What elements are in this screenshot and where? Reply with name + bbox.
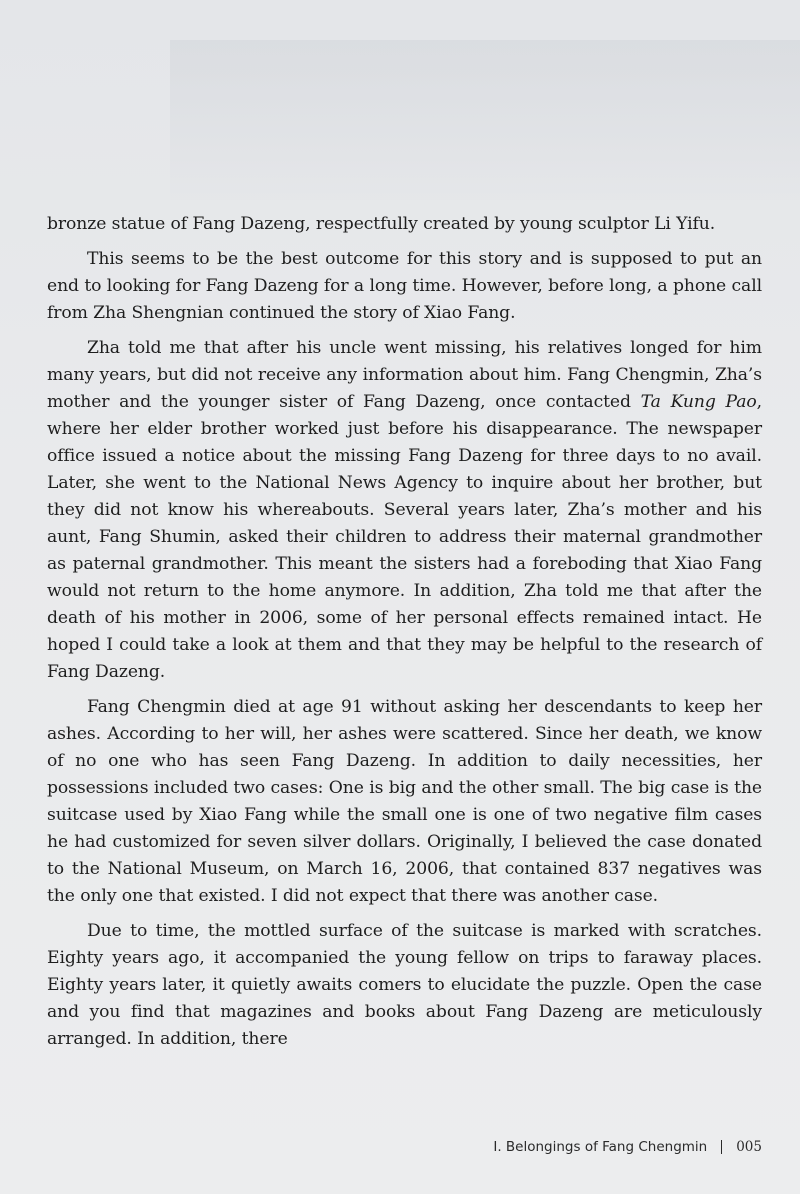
page-number: 005 [736, 1139, 762, 1155]
paragraph-2: This seems to be the best outcome for this story and is supposed to put an end to looking for Fang Dazeng for a long time. However, before long, a phone call from Zha Shengnian continued the story of Xiao Fang. [47, 249, 762, 323]
footer-divider [721, 1140, 722, 1154]
page-shadow [170, 40, 800, 200]
paragraph-3 [47, 335, 762, 686]
paragraph-1: bronze statue of Fang Dazeng, respectfully created by young sculptor Li Yifu. [47, 214, 716, 234]
paragraph-3-part-1: Zha told me that after his uncle went missing, his relatives longed for him many years, but did not receive any information about him. Fang Chengmin, Zha’s mother and the younger sister of Fang Dazeng, once contacted [47, 338, 762, 412]
paragraph-3-part-2: , where her elder brother worked just before his disappearance. The newspaper office issued a notice about the missing Fang Dazeng for three days to no avail. Later, she went to the National News Agency to inquire about her brother, but they did not know his whereabouts. Several years later, Zha’s mother and his aunt, Fang Shumin, asked their children to address their maternal grandmother as paternal grandmother. This meant the sisters had a foreboding that Xiao Fang would not return to the home anymore. In addition, Zha told me that after the death of his mother in 2006, some of her personal effects remained intact. He hoped I could take a look at them and that they may be helpful to the research of Fang Dazeng. [47, 392, 762, 682]
newspaper-title: Ta Kung Pao [640, 392, 757, 412]
body-text [47, 211, 762, 1061]
paragraph-4: Fang Chengmin died at age 91 without asking her descendants to keep her ashes. According to her will, her ashes were scattered. Since her death, we know of no one who has seen Fang Dazeng. In addition to daily necessities, her possessions included two cases: One is big and the other small. The big case is the suitcase used by Xiao Fang while the small one is one of two negative film cases he had customized for seven silver dollars. Originally, I believed the case donated to the National Museum, on March 16, 2006, that contained 837 negatives was the only one that existed. I did not expect that there was another case. [47, 697, 762, 906]
page-footer [493, 1139, 762, 1155]
chapter-title: I. Belongings of Fang Chengmin [493, 1139, 708, 1155]
paragraph-5: Due to time, the mottled surface of the suitcase is marked with scratches. Eighty years ago, it accompanied the young fellow on trips to faraway places. Eighty years later, it quietly awaits comers to elucidate the puzzle. Open the case and you find that magazines and books about Fang Dazeng are meticulously arranged. In addition, there [47, 921, 762, 1049]
